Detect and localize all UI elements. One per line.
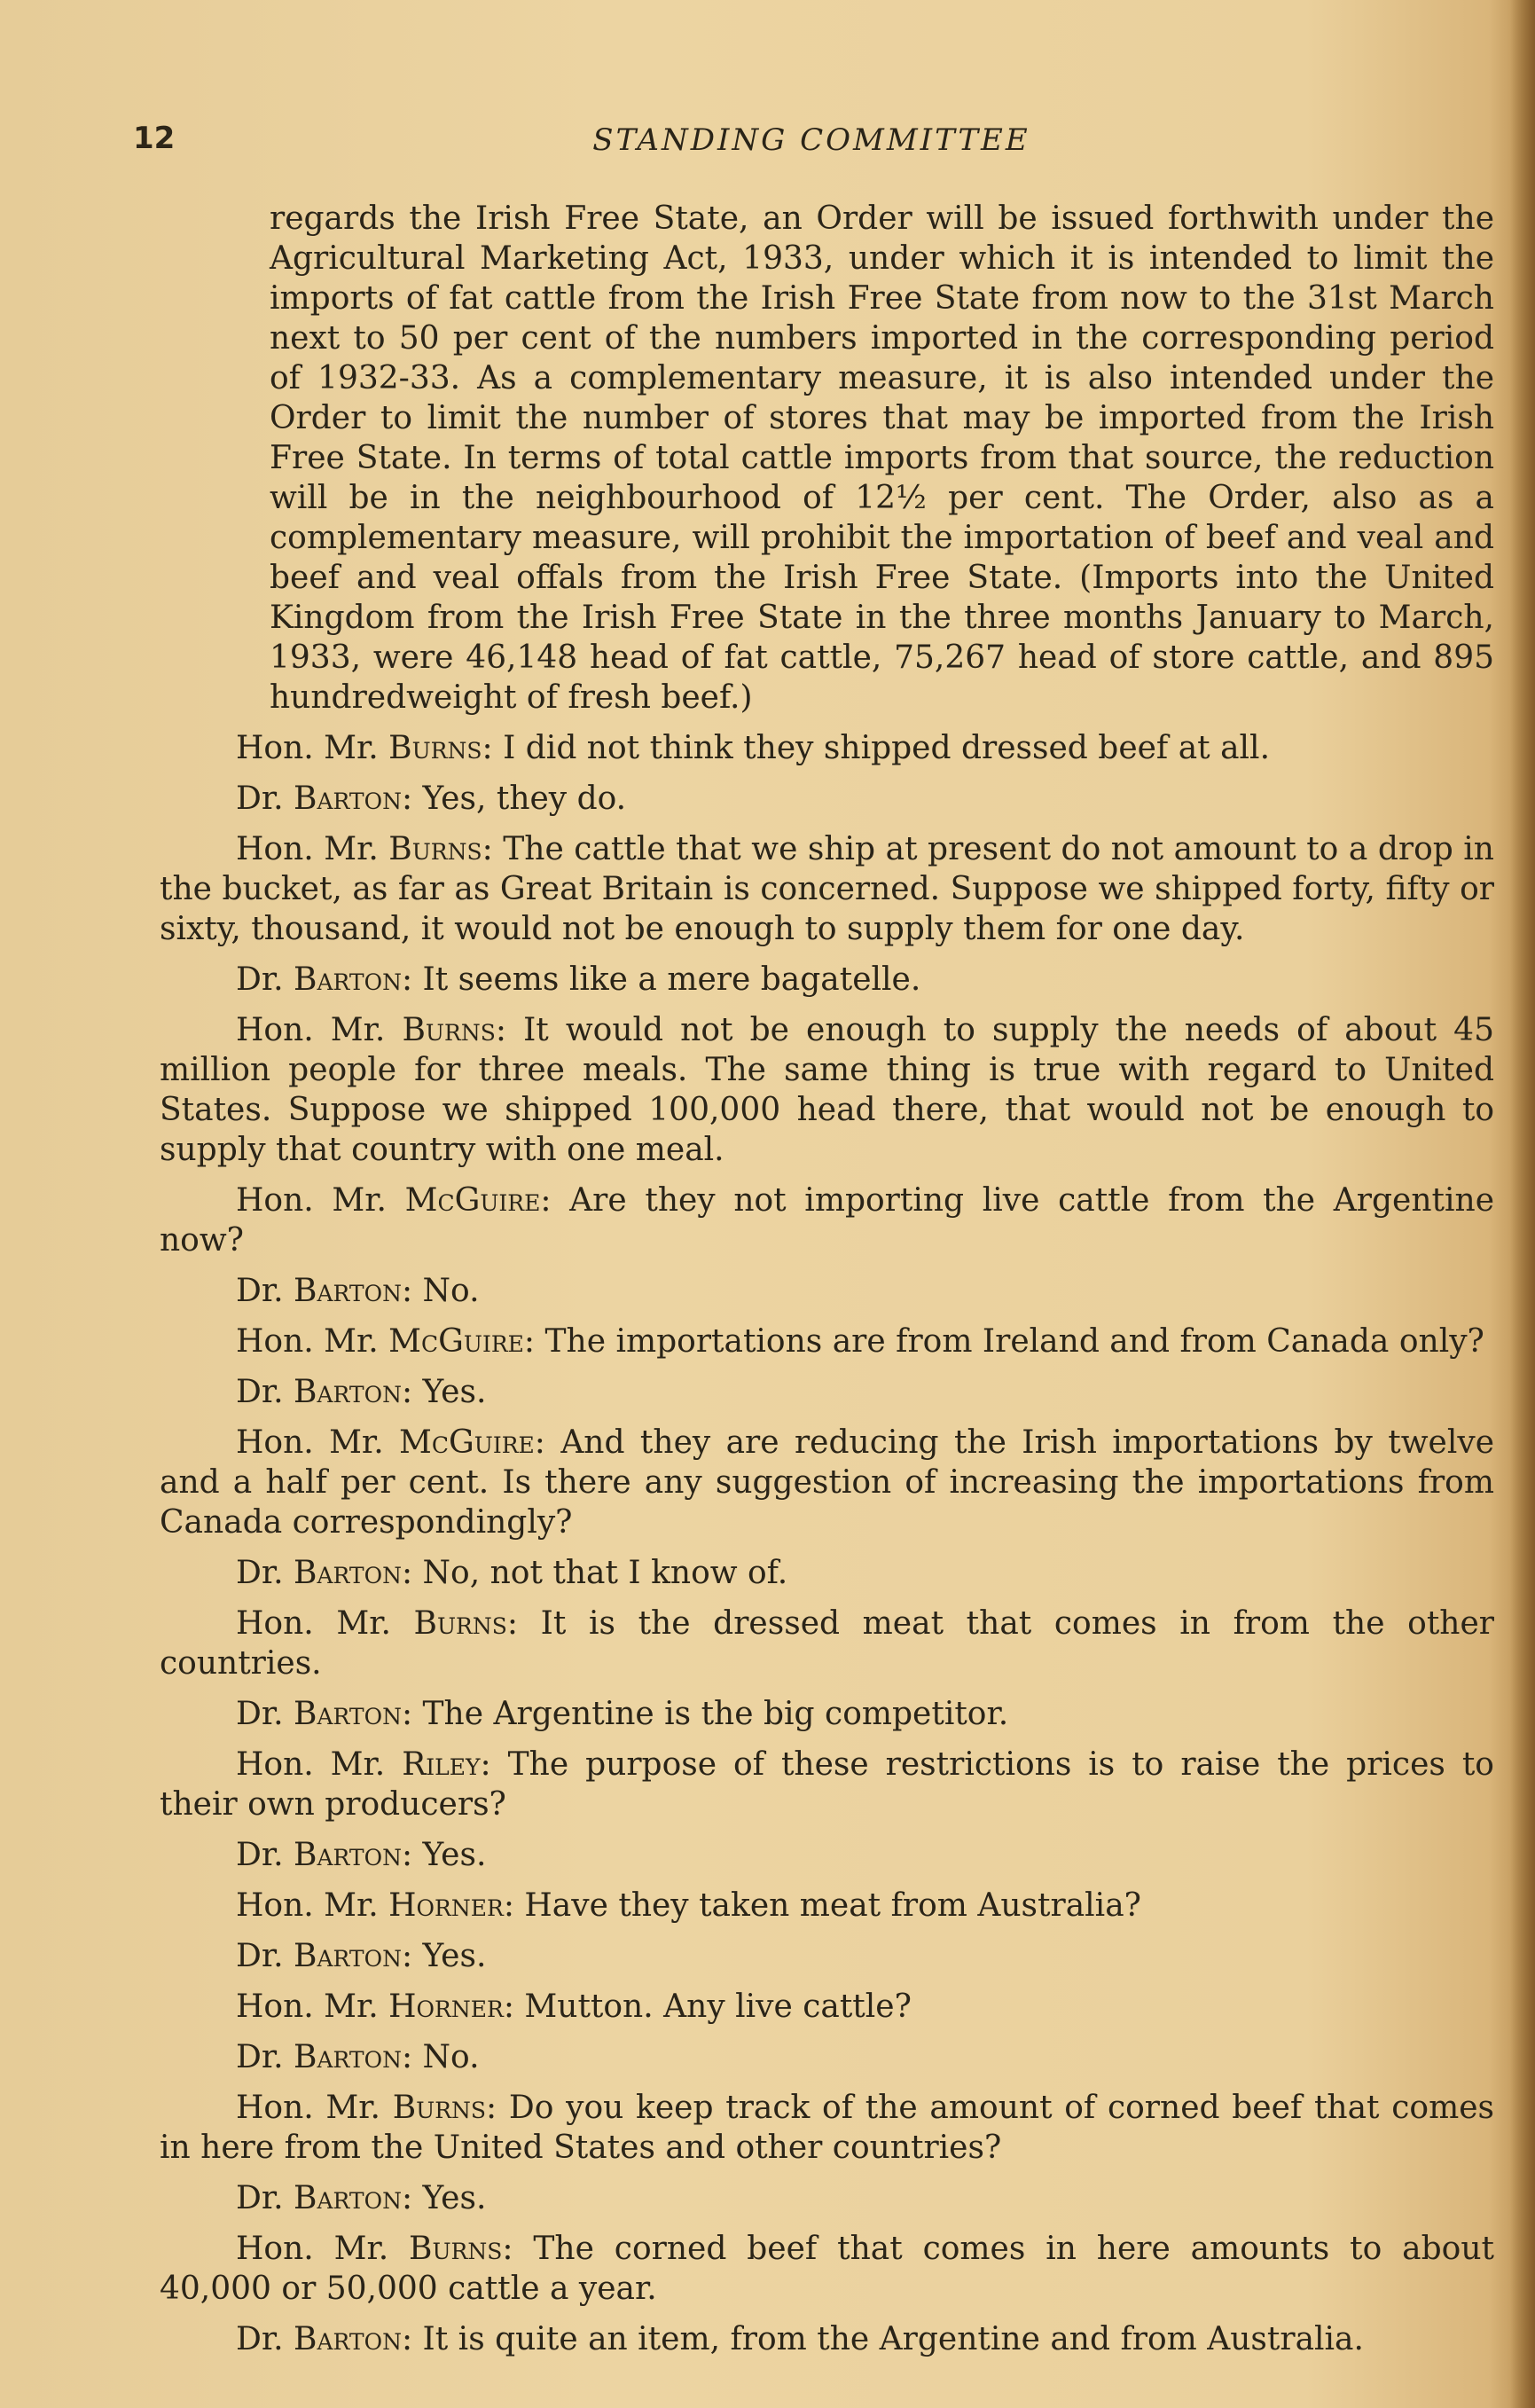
speaker-title: Hon. Mr.: [236, 1012, 386, 1048]
speech-text: It would not be enough to supply the needs of about 45 million people for three meals. The same thing is true with regard to United States. Suppose we shipped 100,000 head there, that would not be enough to supply that country with one meal.: [160, 1012, 1494, 1168]
speech-text: The Argentine is the big competitor.: [422, 1696, 1009, 1732]
speaker-name: McGuire: [404, 1182, 541, 1219]
speaker-title: Dr.: [236, 1938, 284, 1974]
speaker-name: Burns: [388, 831, 482, 867]
speaker-name: Barton: [294, 780, 402, 817]
speaker-turn: Hon. Mr. McGuire: Are they not importing live cattle from the Argentine now?: [160, 1182, 1494, 1259]
speech-text: The corned beef that comes in here amounts to about 40,000 or 50,000 cattle a year.: [160, 2231, 1494, 2307]
speech-text: It seems like a mere bagatelle.: [422, 961, 921, 998]
speech-text: No, not that I know of.: [422, 1555, 788, 1591]
speaker-turn: Hon. Mr. Riley: The purpose of these restrictions is to raise the prices to their own producers?: [160, 1746, 1494, 1823]
speech-text: Yes.: [422, 1837, 487, 1873]
speaker-turn: Hon. Mr. Burns: It is the dressed meat that comes in from the other countries.: [160, 1605, 1494, 1682]
page-edge-shadow: [1510, 0, 1535, 2408]
page-header: [133, 121, 1490, 165]
speaker-turn: Hon. Mr. Burns: Do you keep track of the amount of corned beef that comes in here from the United States and other countries?: [160, 2090, 1494, 2166]
continued-paragraph: regards the Irish Free State, an Order will be issued forthwith under the Agricultural Marketing Act, 1933, under which it is intended to limit the imports of fat cattle from the Irish Free State from now to the 31st March next to 50 per cent of the numbers imported in the corresponding period of 1932-33. As a complementary measure, it is also intended under the Order to limit the number of stores that may be imported from the Irish Free State. In terms of total cattle imports from that source, the reduction will be in the neighbourhood of 12½ per cent. The Order, also as a complementary measure, will prohibit the importation of beef and veal and beef and veal offals from the Irish Free State. (Imports into the United Kingdom from the Irish Free State in the three months January to March, 1933, were 46,148 head of fat cattle, 75,267 head of store cattle, and 895 hundredweight of fresh beef.): [270, 200, 1494, 716]
speaker-name: Burns: [402, 1012, 496, 1048]
speech-text: Yes.: [422, 1374, 487, 1410]
speaker-turn: Dr. Barton: No.: [236, 1273, 480, 1309]
speaker-turn: Hon. Mr. Horner: Mutton. Any live cattle?: [236, 1988, 912, 2025]
speaker-turn: Dr. Barton: No, not that I know of.: [236, 1555, 788, 1591]
speaker-turn: Dr. Barton: It is quite an item, from the Argentine and from Australia.: [236, 2321, 1364, 2357]
speech-text: It is quite an item, from the Argentine and from Australia.: [422, 2321, 1364, 2357]
speaker-name: Horner: [388, 1887, 504, 1924]
speaker-title: Dr.: [236, 1374, 284, 1410]
speaker-name: McGuire: [399, 1424, 535, 1461]
speaker-name: Barton: [294, 2321, 402, 2357]
speaker-title: Dr.: [236, 780, 284, 817]
speaker-name: McGuire: [388, 1323, 524, 1360]
speaker-title: Hon. Mr.: [236, 831, 379, 867]
speaker-name: Barton: [294, 1555, 402, 1591]
speaker-title: Dr.: [236, 2321, 284, 2357]
speaker-title: Hon. Mr.: [236, 2231, 389, 2267]
speech-text: And they are reducing the Irish importations by twelve and a half per cent. Is there any suggestion of increasing the importations from Canada correspondingly?: [160, 1424, 1494, 1541]
speech-text: Have they taken meat from Australia?: [524, 1887, 1141, 1924]
speaker-title: Dr.: [236, 2039, 284, 2075]
speech-text: Yes.: [422, 1938, 487, 1974]
speech-text: The importations are from Ireland and from Canada only?: [544, 1323, 1484, 1360]
speaker-name: Barton: [294, 961, 402, 998]
speaker-title: Hon. Mr.: [236, 1323, 379, 1360]
speaker-title: Dr.: [236, 2180, 284, 2216]
speaker-name: Barton: [294, 1938, 402, 1974]
speaker-turn: Dr. Barton: The Argentine is the big competitor.: [236, 1696, 1009, 1732]
speaker-title: Hon. Mr.: [236, 1988, 379, 2025]
speaker-turn: Hon. Mr. McGuire: The importations are from Ireland and from Canada only?: [236, 1323, 1484, 1360]
speaker-turn: Dr. Barton: It seems like a mere bagatelle.: [236, 961, 921, 998]
speaker-title: Dr.: [236, 961, 284, 998]
speech-text: Yes.: [422, 2180, 487, 2216]
speech-text: Yes, they do.: [422, 780, 627, 817]
speaker-turn: Dr. Barton: Yes.: [236, 1837, 487, 1873]
speaker-name: Barton: [294, 2180, 402, 2216]
speaker-name: Horner: [388, 1988, 504, 2025]
speaker-turn: Dr. Barton: Yes.: [236, 1938, 487, 1974]
speaker-turn: Hon. Mr. Burns: It would not be enough to supply the needs of about 45 million people for three meals. The same thing is true with regard to United States. Suppose we shipped 100,000 head there, that would not be enough to supply that country with one meal.: [160, 1012, 1494, 1168]
speaker-turn: Dr. Barton: Yes, they do.: [236, 780, 627, 817]
speaker-title: Hon. Mr.: [236, 1605, 391, 1642]
speaker-title: Dr.: [236, 1273, 284, 1309]
speaker-name: Barton: [294, 1273, 402, 1309]
speaker-title: Hon. Mr.: [236, 1424, 384, 1461]
speaker-title: Hon. Mr.: [236, 1746, 386, 1783]
speaker-name: Barton: [294, 1837, 402, 1873]
transcript-turns: [160, 728, 1494, 2359]
running-title: STANDING COMMITTEE: [592, 122, 1030, 158]
speaker-name: Barton: [294, 1374, 402, 1410]
speaker-name: Burns: [413, 1605, 507, 1642]
speaker-name: Burns: [392, 2090, 487, 2126]
speaker-turn: Hon. Mr. Burns: I did not think they shipped dressed beef at all.: [236, 730, 1271, 766]
speaker-turn: Hon. Mr. Burns: The corned beef that comes in here amounts to about 40,000 or 50,000 cattle a year.: [160, 2231, 1494, 2307]
speaker-turn: Hon. Mr. Horner: Have they taken meat from Australia?: [236, 1887, 1141, 1924]
speaker-turn: Dr. Barton: Yes.: [236, 1374, 487, 1410]
speaker-title: Hon. Mr.: [236, 2090, 380, 2126]
speech-text: Are they not importing live cattle from the Argentine now?: [160, 1182, 1494, 1259]
speech-text: No.: [422, 2039, 480, 2075]
speaker-name: Barton: [294, 2039, 402, 2075]
speech-text: It is the dressed meat that comes in from the other countries.: [160, 1605, 1494, 1682]
speech-text: The purpose of these restrictions is to raise the prices to their own producers?: [160, 1746, 1494, 1823]
speaker-title: Dr.: [236, 1555, 284, 1591]
speaker-turn: Hon. Mr. Burns: The cattle that we ship at present do not amount to a drop in the bucket, as far as Great Britain is concerned. Suppose we shipped forty, fifty or sixty, thousand, it would not be enough to supply them for one day.: [160, 831, 1494, 947]
page-number: 12: [133, 121, 176, 156]
speaker-title: Hon. Mr.: [236, 1887, 379, 1924]
speaker-title: Hon. Mr.: [236, 1182, 387, 1219]
speaker-name: Burns: [409, 2231, 503, 2267]
speaker-name: Burns: [388, 730, 482, 766]
transcript-body: [160, 199, 1494, 2370]
speaker-name: Riley: [402, 1746, 481, 1783]
speaker-name: Barton: [294, 1696, 402, 1732]
speech-text: Mutton. Any live cattle?: [524, 1988, 912, 2025]
speech-text: No.: [422, 1273, 480, 1309]
speech-text: I did not think they shipped dressed beef at all.: [503, 730, 1271, 766]
speaker-turn: Dr. Barton: No.: [236, 2039, 480, 2075]
speaker-title: Hon. Mr.: [236, 730, 379, 766]
speech-text: Do you keep track of the amount of corned beef that comes in here from the United States and other countries?: [160, 2090, 1494, 2166]
speaker-turn: Dr. Barton: Yes.: [236, 2180, 487, 2216]
speech-text: The cattle that we ship at present do not amount to a drop in the bucket, as far as Great Britain is concerned. Suppose we shipped forty, fifty or sixty, thousand, it would not be enough to supply them for one day.: [160, 831, 1494, 947]
speaker-title: Dr.: [236, 1837, 284, 1873]
speaker-turn: Hon. Mr. McGuire: And they are reducing the Irish importations by twelve and a half per cent. Is there any suggestion of increasing the importations from Canada correspondingly?: [160, 1424, 1494, 1541]
speaker-title: Dr.: [236, 1696, 284, 1732]
